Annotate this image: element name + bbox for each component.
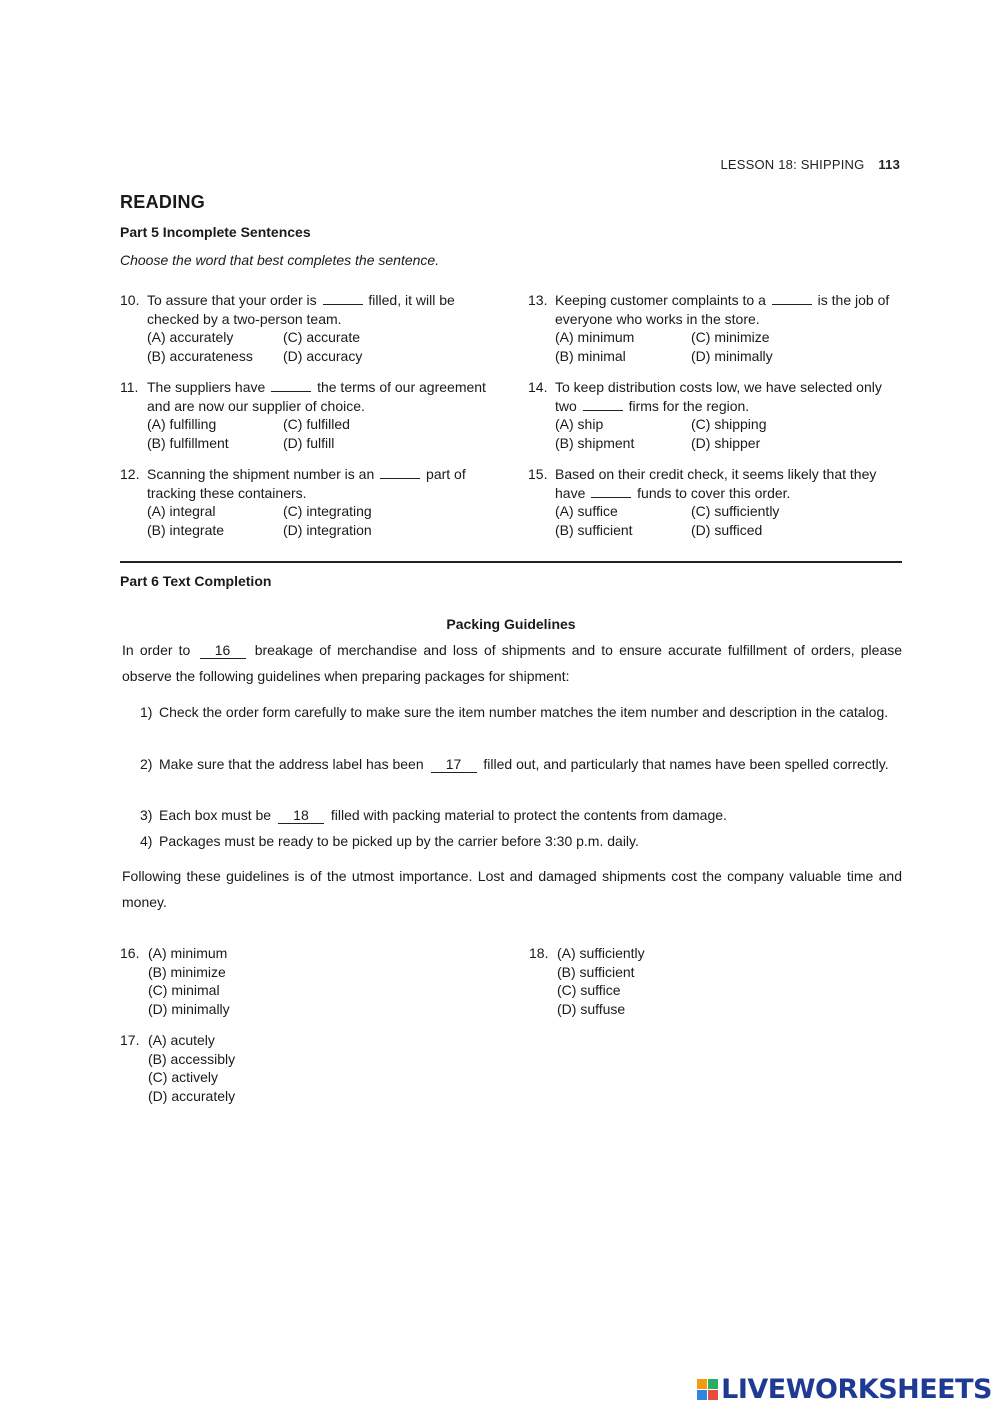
question-number: 14. xyxy=(528,379,548,395)
guideline-item xyxy=(140,828,902,854)
question-12 xyxy=(120,465,510,539)
logo-grid-icon xyxy=(697,1379,718,1400)
passage-text: In order to xyxy=(122,642,191,658)
option: (A) acutely xyxy=(148,1032,215,1048)
answer-blank[interactable] xyxy=(772,292,812,305)
question-text: is the job of everyone who works in the store. xyxy=(555,292,890,327)
question-text: To assure that your order is xyxy=(147,292,317,308)
question-number: 13. xyxy=(528,292,548,308)
option: (C) suffice xyxy=(557,982,621,998)
answer-blank[interactable] xyxy=(591,485,631,498)
running-header xyxy=(720,157,900,172)
part5-instructions: Choose the word that best completes the sentence. xyxy=(120,252,440,268)
option: (D) suffuse xyxy=(557,1000,626,1017)
logo-text: LIVEWORKSHEETS xyxy=(721,1374,992,1405)
option: (C) integrating xyxy=(283,503,372,519)
section-title: READING xyxy=(120,192,206,212)
logo-square xyxy=(708,1379,718,1389)
option: (B) sufficient xyxy=(555,521,633,538)
guideline-text: filled with packing material to protect the contents from damage. xyxy=(330,807,727,823)
option: (A) minimum xyxy=(555,329,635,345)
lesson-label: LESSON 18: SHIPPING xyxy=(720,157,865,172)
question-number: 15. xyxy=(528,466,548,482)
option: (D) integration xyxy=(283,521,372,538)
answer-block-16 xyxy=(120,944,230,1018)
passage-title: Packing Guidelines xyxy=(446,616,576,632)
option: (B) accessibly xyxy=(148,1050,236,1067)
liveworksheets-logo[interactable] xyxy=(697,1374,992,1405)
question-text: Based on their credit check, it seems likely that they have xyxy=(555,466,877,501)
passage-intro xyxy=(122,637,902,689)
option: (C) shipping xyxy=(691,416,767,432)
guideline-item xyxy=(140,699,902,725)
question-number: 11. xyxy=(120,379,139,395)
option: (D) accuracy xyxy=(283,347,363,364)
option: (D) shipper xyxy=(691,434,761,451)
option: (D) accurately xyxy=(148,1087,236,1104)
guideline-text: Packages must be ready to be picked up by the carrier before 3:30 p.m. daily. xyxy=(159,833,639,849)
part6-title: Part 6 Text Completion xyxy=(120,573,272,589)
question-text: the terms of our agreement and are now our supplier of choice. xyxy=(147,379,486,414)
option: (D) minimally xyxy=(691,347,773,364)
option: (A) fulfilling xyxy=(147,416,217,432)
question-text: Keeping customer complaints to a xyxy=(555,292,766,308)
option: (B) integrate xyxy=(147,521,225,538)
answer-block-18 xyxy=(529,944,645,1018)
logo-square xyxy=(708,1390,718,1400)
question-15 xyxy=(528,465,903,539)
guideline-number: 1) xyxy=(140,704,153,720)
answer-blank[interactable] xyxy=(583,398,623,411)
question-text: firms for the region. xyxy=(628,397,750,414)
answer-number: 16. xyxy=(120,945,140,961)
option: (C) fulfilled xyxy=(283,416,350,432)
guideline-item xyxy=(140,802,902,828)
guideline-text: Make sure that the address label has been xyxy=(159,756,424,772)
option: (A) sufficiently xyxy=(557,945,645,961)
option: (A) suffice xyxy=(555,503,618,519)
question-10 xyxy=(120,291,510,365)
guideline-number: 3) xyxy=(140,807,153,823)
question-number: 12. xyxy=(120,466,140,482)
guideline-number: 2) xyxy=(140,756,153,772)
option: (C) sufficiently xyxy=(691,503,780,519)
option: (B) minimize xyxy=(148,963,226,980)
option: (D) sufficed xyxy=(691,521,763,538)
option: (C) accurate xyxy=(283,329,361,345)
option: (C) actively xyxy=(148,1069,219,1085)
numbered-blank-17[interactable]: 17 xyxy=(431,756,477,773)
logo-square xyxy=(697,1390,707,1400)
answer-blank[interactable] xyxy=(380,466,420,479)
answer-block-17 xyxy=(120,1031,235,1105)
question-11 xyxy=(120,378,510,452)
option: (A) accurately xyxy=(147,329,234,345)
section-divider xyxy=(120,561,902,563)
option: (A) minimum xyxy=(148,945,228,961)
question-13 xyxy=(528,291,903,365)
question-number: 10. xyxy=(120,292,140,308)
logo-square xyxy=(697,1379,707,1389)
option: (A) integral xyxy=(147,503,216,519)
question-text: funds to cover this order. xyxy=(637,484,791,501)
option: (D) fulfill xyxy=(283,434,335,451)
option: (C) minimal xyxy=(148,982,220,998)
option: (A) ship xyxy=(555,416,604,432)
option: (D) minimally xyxy=(148,1000,230,1017)
option: (C) minimize xyxy=(691,329,770,345)
numbered-blank-18[interactable]: 18 xyxy=(278,807,324,824)
option: (B) fulfillment xyxy=(147,434,229,451)
numbered-blank-16[interactable]: 16 xyxy=(200,642,246,659)
option: (B) sufficient xyxy=(557,963,635,980)
question-text: The suppliers have xyxy=(147,379,266,395)
option: (B) accurateness xyxy=(147,347,253,364)
guideline-number: 4) xyxy=(140,833,153,849)
passage-text: breakage of merchandise and loss of shipments and to ensure accurate fulfillment of orders, please observe the following guidelines when preparing packages for shipment: xyxy=(122,642,903,684)
option: (B) minimal xyxy=(555,347,626,364)
answer-number: 18. xyxy=(529,945,549,961)
question-text: To keep distribution costs low, we have selected only two xyxy=(555,379,882,414)
guideline-text: Each box must be xyxy=(159,807,272,823)
answer-blank[interactable] xyxy=(323,292,363,305)
question-text: filled, it will be checked by a two-person team. xyxy=(147,292,455,327)
guideline-item xyxy=(140,751,902,777)
option: (B) shipment xyxy=(555,434,635,451)
part5-title: Part 5 Incomplete Sentences xyxy=(120,224,311,240)
guideline-text: filled out, and particularly that names have been spelled correctly. xyxy=(483,756,889,772)
answer-number: 17. xyxy=(120,1032,140,1048)
question-14 xyxy=(528,378,903,452)
question-text: Scanning the shipment number is an xyxy=(147,466,375,482)
page-number: 113 xyxy=(878,157,900,172)
question-text: part of tracking these containers. xyxy=(147,466,466,501)
guideline-text: Check the order form carefully to make sure the item number matches the item number and description in the catalog. xyxy=(159,704,889,720)
answer-blank[interactable] xyxy=(271,379,311,392)
passage-closing: Following these guidelines is of the utmost importance. Lost and damaged shipments cost the company valuable time and money. xyxy=(122,868,902,910)
